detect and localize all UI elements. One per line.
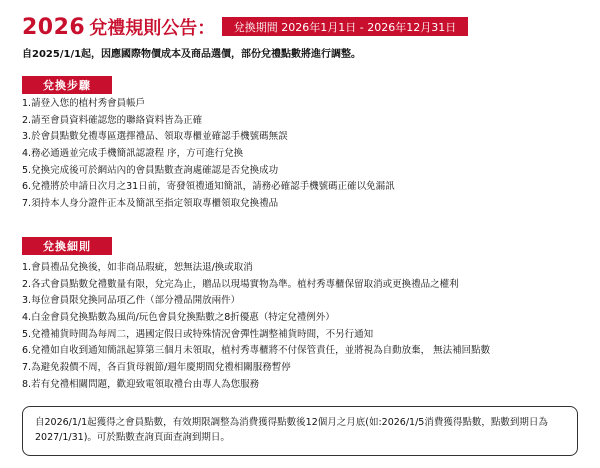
step-item: 2.請至會員資料確認您的聯絡資料皆為正確 [22, 114, 203, 126]
rule-item: 1.會員禮品兌換後，如非商品瑕疵，恕無法退/換或取消 [22, 262, 253, 273]
rule-item: 5.兌禮補貨時間為每周二，遇國定假日或特殊情況會彈性調整補貨時間，不另行通知 [22, 328, 374, 340]
rule-item: 4.白金會員兌換點數為風尚/玩色會員兌換點數之8折優惠（特定兌禮例外） [22, 312, 335, 324]
step-item: 4.務必通過並完成手機簡訊認證程 序，方可進行兌換 [22, 148, 244, 160]
rule-item: 3.每位會員限兌換同品項乙件（部分禮品開放兩件） [22, 295, 241, 307]
rule-item: 6.兌禮如自收到通知簡訊起算第三個月未領取，植村秀專櫃將不付保管責任，並將視為自動放棄， 無法補回點數 [22, 345, 491, 357]
rule-item: 8.若有兌禮相關問題，歡迎致電領取禮台由專人為您服務 [22, 378, 260, 390]
redemption-period-banner: 兌換期間 2026年1月1日 - 2026年12月31日 [222, 17, 468, 36]
step-item: 5.兌換完成後可於網站內的會員點數查詢處確認是否兌換成功 [22, 164, 279, 176]
steps-section-badge: 兌換步驟 [22, 76, 112, 94]
announcement-title [22, 12, 215, 42]
title-year: 2026 [22, 14, 86, 40]
step-item: 7.須持本人身分證件正本及簡訊至指定領取專櫃領取兌換禮品 [22, 198, 279, 210]
rule-item: 7.為避免殺價不周，各百貨母親節/週年慶期間兌禮相關服務暫停 [22, 362, 291, 374]
points-expiry-note: 自2026/1/1起獲得之會員點數，有效期限調整為消費獲得點數後12個月之月底(如:2026/1/5消費獲得點數，點數到期日為2027/1/31)。可於點數查詢頁面查詢到期日。 [22, 406, 578, 456]
rules-list [22, 260, 490, 394]
intro-notice: 自2025/1/1起，因應國際物價成本及商品選價，部份兌禮點數將進行調整。 [22, 49, 362, 60]
step-item: 3.於會員點數兌禮專區選擇禮品、領取專櫃並確認手機號碼無誤 [22, 131, 288, 143]
step-item: 6.兌禮將於申請日次月之31日前，寄發領禮通知簡訊，請務必確認手機號碼正確以免漏訊 [22, 181, 395, 193]
steps-list [22, 96, 395, 213]
rules-section-badge: 兌換細則 [22, 237, 112, 255]
title-text: 兌禮規則公告： [89, 18, 216, 39]
step-item: 1.請登入您的植村秀會員帳戶 [22, 98, 146, 109]
rule-item: 2.各式會員點數兌禮數量有限，兌完為止，贈品以現場實物為準。植村秀專櫃保留取消或更換禮品之權利 [22, 278, 459, 290]
